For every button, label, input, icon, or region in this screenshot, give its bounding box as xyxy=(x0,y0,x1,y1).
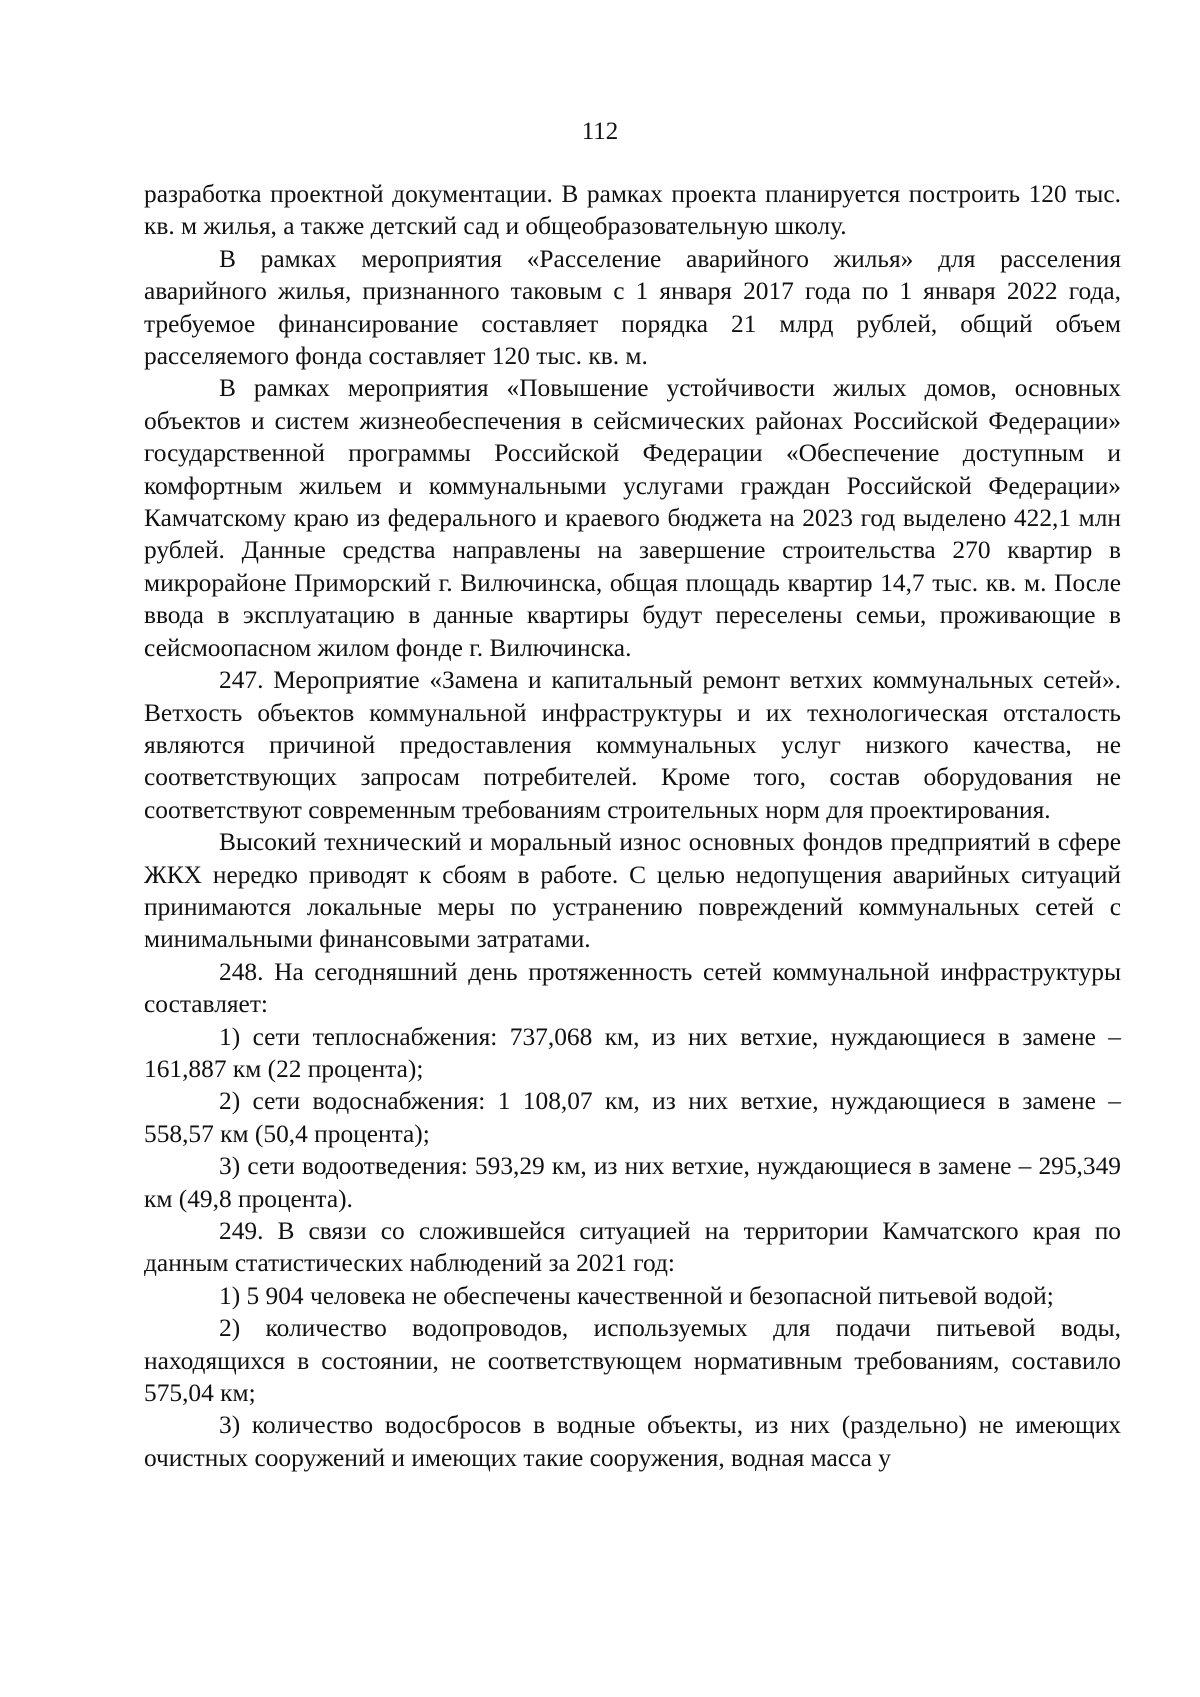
paragraph-resettlement: В рамках мероприятия «Расселение аварийного жилья» для расселения аварийного жилья, признанного таковым с 1 января 2017 года по 1 января 2022 года, требуемое финансирование составляет порядка 21 млрд рублей, общий объем расселяемого фонда составляет 120 тыс. кв. м. xyxy=(144,244,1121,371)
list-item-discharges: 3) количество водосбросов в водные объекты, из них (раздельно) не имеющих очистных сооружений и имеющих такие сооружения, водная масса у xyxy=(144,1411,1121,1472)
list-item-drinking-water: 1) 5 904 человека не обеспечены качественной и безопасной питьевой водой; xyxy=(219,1281,1054,1310)
paragraph-continuation: разработка проектной документации. В рамках проекта планируется построить 120 тыс. кв. м жилья, а также детский сад и общеобразовательную школу. xyxy=(144,180,1121,241)
list-item-heat-networks: 1) сети теплоснабжения: 737,068 км, из них ветхие, нуждающиеся в замене – 161,887 км (22 процента); xyxy=(144,1022,1121,1083)
paragraph-249: 249. В связи со сложившейся ситуацией на территории Камчатского края по данным статистических наблюдений за 2021 год: xyxy=(144,1217,1121,1278)
paragraph-248: 248. На сегодняшний день протяженность сетей коммунальной инфраструктуры составляет: xyxy=(144,957,1121,1019)
paragraph-247: 247. Мероприятие «Замена и капитальный ремонт ветхих коммунальных сетей». Ветхость объектов коммунальной инфраструктуры и их технологическая отсталость являются причиной предоставления коммунальных услуг низкого качества, не соответствующих запросам потребителей. Кроме того, состав оборудования не соответствуют современным требованиям строительных норм для проектирования. xyxy=(144,666,1121,824)
list-item-water-pipes: 2) количество водопроводов, используемых для подачи питьевой воды, находящихся в состоянии, не соответствующем нормативным требованиям, составило 575,04 км; xyxy=(144,1314,1121,1408)
list-item-sewerage: 3) сети водоотведения: 593,29 км, из них ветхие, нуждающиеся в замене – 295,349 км (49,8 процента). xyxy=(144,1152,1121,1213)
list-item-water-supply: 2) сети водоснабжения: 1 108,07 км, из них ветхие, нуждающиеся в замене – 558,57 км (50,4 процента); xyxy=(144,1087,1121,1148)
page-number: 112 xyxy=(581,118,619,145)
paragraph-seismic-program: В рамках мероприятия «Повышение устойчивости жилых домов, основных объектов и систем жизнеобеспечения в сейсмических районах Российской Федерации» государственной программы Российской Федерации «Обеспечение доступным и комфортным жильем и коммунальными услугами граждан Российской Федерации» Камчатскому краю из федерального и краевого бюджета на 2023 год выделено 422,1 млн рублей. Данные средства направлены на завершение строительства 270 квартир в микрорайоне Приморский г. Вилючинска, общая площадь квартир 14,7 тыс. кв. м. После ввода в эксплуатацию в данные квартиры будут переселены семьи, проживающие в сейсмоопасном жилом фонде г. Вилючинска. xyxy=(144,374,1121,662)
paragraph-wear: Высокий технический и моральный износ основных фондов предприятий в сфере ЖКХ нередко приводят к сбоям в работе. С целью недопущения аварийных ситуаций принимаются локальные меры по устранению повреждений коммунальных сетей с минимальными финансовыми затратами. xyxy=(144,828,1121,954)
document-body xyxy=(144,178,1121,1474)
